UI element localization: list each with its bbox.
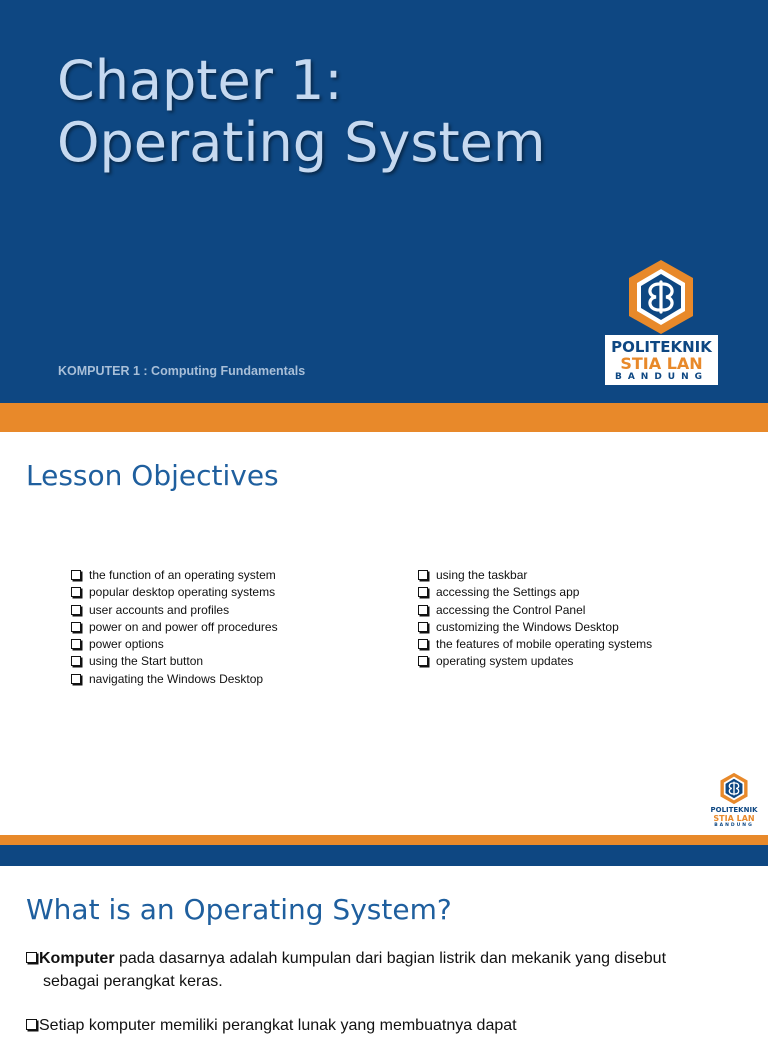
checkbox-bullet-icon: [418, 656, 428, 666]
objectives-list-left: [71, 567, 278, 688]
checkbox-bullet-icon: [71, 622, 81, 632]
objective-item: [418, 653, 652, 670]
checkbox-bullet-icon: [26, 1019, 37, 1030]
paragraph-bold-term: Komputer: [39, 950, 115, 967]
checkbox-bullet-icon: [71, 674, 81, 684]
hexagon-emblem-icon: [719, 772, 749, 805]
objective-text: navigating the Windows Desktop: [89, 671, 264, 686]
objective-text: the function of an operating system: [89, 568, 276, 582]
logo-text-politeknik: POLITEKNIK: [710, 806, 758, 814]
objective-text: power on and power off procedures: [89, 619, 278, 634]
logo-text-stia-lan: STIA LAN: [713, 814, 755, 823]
objective-item: [71, 619, 278, 636]
paragraph-text: pada dasarnya adalah kumpulan dari bagian listrik dan mekanik yang disebut: [114, 950, 667, 967]
checkbox-bullet-icon: [418, 587, 428, 597]
objective-text: power options: [89, 637, 164, 652]
checkbox-bullet-icon: [71, 570, 81, 580]
objectives-list-right: [418, 567, 652, 671]
objective-item: [418, 619, 652, 636]
checkbox-bullet-icon: [71, 656, 81, 666]
slide-title: [57, 50, 546, 174]
objective-item: [71, 602, 278, 619]
hexagon-emblem-icon: [626, 258, 696, 336]
logo-text-bandung: BANDUNG: [714, 823, 754, 828]
objective-item: [71, 584, 278, 601]
politeknik-logo-small: [709, 772, 759, 828]
objective-text: accessing the Settings app: [436, 585, 580, 600]
checkbox-bullet-icon: [26, 952, 37, 963]
slide-title-line2: Operating System: [57, 111, 546, 174]
objective-text: accessing the Control Panel: [436, 602, 586, 617]
checkbox-bullet-icon: [418, 605, 428, 615]
checkbox-bullet-icon: [71, 587, 81, 597]
logo-text-politeknik: POLITEKNIK: [611, 338, 712, 356]
objective-item: [71, 567, 278, 584]
objective-item: [418, 567, 652, 584]
objective-text: using the taskbar: [436, 568, 528, 582]
checkbox-bullet-icon: [71, 639, 81, 649]
objective-text: customizing the Windows Desktop: [436, 619, 619, 634]
politeknik-logo: [605, 258, 718, 385]
paragraph-cut-off: [26, 1014, 756, 1037]
paragraph-text-partial: Setiap komputer memiliki perangkat lunak yang membuatnya dapat: [39, 1017, 517, 1034]
footer-blue-bar: [0, 845, 768, 866]
objective-item: [71, 653, 278, 670]
what-is-os-slide: [0, 866, 768, 1034]
course-subtitle: KOMPUTER 1 : Computing Fundamentals: [58, 364, 306, 378]
objective-item: [418, 584, 652, 601]
objective-text: popular desktop operating systems: [89, 585, 276, 600]
objective-text: using the Start button: [89, 654, 204, 669]
what-is-os-heading: What is an Operating System?: [26, 893, 452, 926]
slide-title-line1: Chapter 1:: [57, 49, 343, 112]
title-orange-bar: [0, 403, 768, 432]
objective-item: [71, 636, 278, 653]
objective-text: user accounts and profiles: [89, 602, 230, 617]
objective-item: [418, 602, 652, 619]
paragraph-komputer: [26, 947, 756, 993]
checkbox-bullet-icon: [418, 570, 428, 580]
checkbox-bullet-icon: [418, 639, 428, 649]
objective-text: the features of mobile operating systems: [436, 637, 653, 652]
checkbox-bullet-icon: [71, 605, 81, 615]
objectives-heading: Lesson Objectives: [26, 459, 279, 492]
footer-orange-bar: [0, 835, 768, 845]
logo-text-stia-lan: STIA LAN: [620, 354, 703, 373]
objective-item: [418, 636, 652, 653]
objective-text: operating system updates: [436, 654, 574, 669]
paragraph-text-line2: sebagai perangkat keras.: [43, 973, 223, 990]
logo-text-bandung: BANDUNG: [614, 372, 709, 382]
title-slide: [0, 0, 768, 432]
checkbox-bullet-icon: [418, 622, 428, 632]
objective-item: [71, 671, 278, 688]
objectives-slide: [0, 432, 768, 866]
